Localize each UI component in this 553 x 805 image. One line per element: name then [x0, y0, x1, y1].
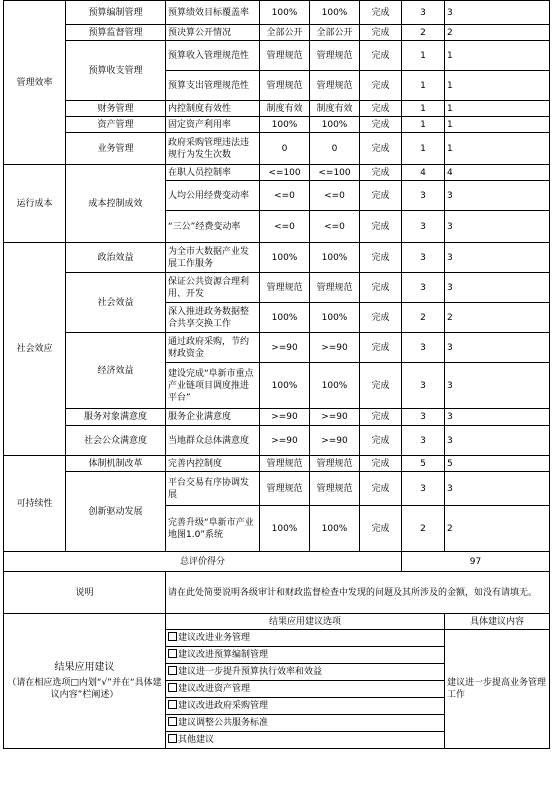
- target-value: 100%: [260, 303, 310, 333]
- option-label: 建议改进资产管理: [178, 684, 251, 694]
- indicator-l3: 服务企业满意度: [166, 409, 260, 426]
- indicator-l2: 政治效益: [66, 243, 166, 273]
- indicator-l3: 平台交易有序协调发展: [166, 472, 260, 506]
- score: 2: [445, 303, 550, 333]
- score: 2: [445, 506, 550, 552]
- table-row: [4, 243, 550, 273]
- table-row: [4, 133, 550, 165]
- weight: 1: [402, 71, 445, 101]
- weight: 5: [402, 456, 445, 472]
- weight: 1: [402, 101, 445, 117]
- weight: 3: [402, 333, 445, 363]
- table-row: [4, 426, 550, 456]
- indicator-l3: 预算收入管理规范性: [166, 41, 260, 71]
- status: 完成: [360, 472, 402, 506]
- actual-value: 管理规范: [310, 273, 360, 303]
- actual-value: 100%: [310, 303, 360, 333]
- score: 3: [445, 273, 550, 303]
- status: 完成: [360, 117, 402, 133]
- status: 完成: [360, 71, 402, 101]
- score: 1: [445, 41, 550, 71]
- evaluation-table: [3, 0, 550, 749]
- weight: 4: [402, 165, 445, 181]
- suggest-hint: （请在相应选项□内划“√”并在“具体建议内容”栏阐述）: [7, 677, 162, 700]
- indicator-l3: 人均公用经费变动率: [166, 181, 260, 211]
- total-row: [4, 552, 550, 572]
- indicator-l3: 完善升级“阜新市产业地图1.0”系统: [166, 506, 260, 552]
- score: 4: [445, 165, 550, 181]
- checkbox-icon[interactable]: [168, 734, 177, 743]
- actual-value: <=0: [310, 211, 360, 243]
- actual-value: 全部公开: [310, 25, 360, 41]
- indicator-l2: 资产管理: [66, 117, 166, 133]
- target-value: 100%: [260, 506, 310, 552]
- actual-value: <=100: [310, 165, 360, 181]
- actual-value: >=90: [310, 409, 360, 426]
- score: 5: [445, 456, 550, 472]
- options-header: 结果应用建议选项: [166, 614, 445, 630]
- indicator-l3: 预算支出管理规范性: [166, 71, 260, 101]
- indicator-l2: 社会效益: [66, 273, 166, 333]
- weight: 3: [402, 211, 445, 243]
- status: 完成: [360, 181, 402, 211]
- status: 完成: [360, 101, 402, 117]
- status: 完成: [360, 1, 402, 25]
- indicator-l2: 预算收支管理: [66, 41, 166, 101]
- indicator-l2: 预算监督管理: [66, 25, 166, 41]
- note-text: 请在此处简要说明各级审计和财政监督检查中发现的问题及其所涉及的金额，如没有请填无。: [166, 572, 550, 614]
- weight: 3: [402, 363, 445, 409]
- target-value: 100%: [260, 117, 310, 133]
- status: 完成: [360, 133, 402, 165]
- weight: 3: [402, 426, 445, 456]
- actual-value: 100%: [310, 243, 360, 273]
- status: 完成: [360, 25, 402, 41]
- suggest-option[interactable]: [166, 732, 445, 749]
- status: 完成: [360, 333, 402, 363]
- status: 完成: [360, 426, 402, 456]
- status: 完成: [360, 456, 402, 472]
- target-value: >=90: [260, 426, 310, 456]
- option-label: 建议调整公共服务标准: [178, 718, 269, 728]
- table-row: [4, 25, 550, 41]
- option-label: 建议进一步提升预算执行效率和效益: [178, 667, 323, 677]
- actual-value: >=90: [310, 333, 360, 363]
- indicator-l2: 预算编制管理: [66, 1, 166, 25]
- checkbox-icon[interactable]: [168, 700, 177, 709]
- target-value: 管理规范: [260, 456, 310, 472]
- actual-value: 管理规范: [310, 456, 360, 472]
- table-row: [4, 117, 550, 133]
- weight: 3: [402, 472, 445, 506]
- actual-value: 100%: [310, 117, 360, 133]
- target-value: <=0: [260, 211, 310, 243]
- weight: 2: [402, 25, 445, 41]
- checkbox-icon[interactable]: [168, 683, 177, 692]
- table-row: [4, 101, 550, 117]
- total-value: 97: [402, 552, 550, 572]
- actual-value: 管理规范: [310, 71, 360, 101]
- weight: 3: [402, 1, 445, 25]
- suggest-header-row: [4, 614, 550, 630]
- score: 1: [445, 101, 550, 117]
- target-value: <=100: [260, 165, 310, 181]
- actual-value: 100%: [310, 363, 360, 409]
- suggest-option[interactable]: [166, 698, 445, 715]
- weight: 2: [402, 303, 445, 333]
- target-value: 管理规范: [260, 273, 310, 303]
- indicator-l2: 成本控制成效: [66, 165, 166, 243]
- score: 3: [445, 333, 550, 363]
- score: 1: [445, 117, 550, 133]
- score: 3: [445, 211, 550, 243]
- score: 3: [445, 181, 550, 211]
- table-row: [4, 273, 550, 303]
- status: 完成: [360, 506, 402, 552]
- indicator-l3: 在职人员控制率: [166, 165, 260, 181]
- checkbox-icon[interactable]: [168, 666, 177, 675]
- target-value: >=90: [260, 333, 310, 363]
- indicator-l2: 服务对象满意度: [66, 409, 166, 426]
- score: 3: [445, 243, 550, 273]
- indicator-l2: 业务管理: [66, 133, 166, 165]
- actual-value: 制度有效: [310, 101, 360, 117]
- score: 3: [445, 1, 550, 25]
- table-row: [4, 456, 550, 472]
- weight: 3: [402, 409, 445, 426]
- note-row: [4, 572, 550, 614]
- suggest-label: [4, 614, 166, 749]
- actual-value: <=0: [310, 181, 360, 211]
- category-cell: 社会效应: [4, 243, 66, 456]
- status: 完成: [360, 303, 402, 333]
- target-value: 全部公开: [260, 25, 310, 41]
- status: 完成: [360, 363, 402, 409]
- score: 1: [445, 71, 550, 101]
- actual-value: 100%: [310, 1, 360, 25]
- score: 3: [445, 409, 550, 426]
- indicator-l2: 体制机制改革: [66, 456, 166, 472]
- category-cell: 可持续性: [4, 456, 66, 552]
- actual-value: >=90: [310, 426, 360, 456]
- indicator-l3: 当地群众总体满意度: [166, 426, 260, 456]
- weight: 3: [402, 181, 445, 211]
- status: 完成: [360, 273, 402, 303]
- checkbox-icon[interactable]: [168, 717, 177, 726]
- weight: 1: [402, 117, 445, 133]
- suggest-option[interactable]: [166, 664, 445, 681]
- suggest-option[interactable]: [166, 647, 445, 664]
- indicator-l3: 内控制度有效性: [166, 101, 260, 117]
- indicator-l2: 创新驱动发展: [66, 472, 166, 552]
- status: 完成: [360, 409, 402, 426]
- indicator-l3: 建设完成“阜新市重点产业链项目调度推进平台”: [166, 363, 260, 409]
- indicator-l3: 预决算公开情况: [166, 25, 260, 41]
- table-row: [4, 409, 550, 426]
- option-label: 建议改进政府采购管理: [178, 701, 269, 711]
- status: 完成: [360, 211, 402, 243]
- weight: 1: [402, 41, 445, 71]
- target-value: 管理规范: [260, 71, 310, 101]
- target-value: >=90: [260, 409, 310, 426]
- indicator-l3: 通过政府采购，节约财政资金: [166, 333, 260, 363]
- total-label: 总评价得分: [4, 552, 402, 572]
- note-label: 说明: [4, 572, 166, 614]
- target-value: 管理规范: [260, 41, 310, 71]
- suggest-option[interactable]: [166, 681, 445, 698]
- actual-value: 管理规范: [310, 472, 360, 506]
- table-row: [4, 333, 550, 363]
- status: 完成: [360, 243, 402, 273]
- suggest-title: 结果应用建议: [54, 661, 115, 673]
- indicator-l3: 为全市大数据产业发展工作服务: [166, 243, 260, 273]
- indicator-l3: 完善内控制度: [166, 456, 260, 472]
- table-row: [4, 1, 550, 25]
- suggest-option[interactable]: [166, 715, 445, 732]
- table-row: [4, 165, 550, 181]
- indicator-l3: 预算绩效目标覆盖率: [166, 1, 260, 25]
- target-value: 100%: [260, 243, 310, 273]
- target-value: 0: [260, 133, 310, 165]
- score: 1: [445, 133, 550, 165]
- indicator-l3: “三公”经费变动率: [166, 211, 260, 243]
- status: 完成: [360, 165, 402, 181]
- suggest-option[interactable]: [166, 630, 445, 647]
- weight: 3: [402, 273, 445, 303]
- table-row: [4, 472, 550, 506]
- table-row: [4, 41, 550, 71]
- indicator-l2: 财务管理: [66, 101, 166, 117]
- indicator-l3: 固定资产利用率: [166, 117, 260, 133]
- weight: 2: [402, 506, 445, 552]
- actual-value: 100%: [310, 506, 360, 552]
- target-value: 管理规范: [260, 472, 310, 506]
- target-value: 100%: [260, 363, 310, 409]
- option-label: 建议改进业务管理: [178, 633, 251, 643]
- weight: 1: [402, 133, 445, 165]
- suggest-content: 建议进一步提高业务管理工作: [445, 630, 550, 749]
- checkbox-icon[interactable]: [168, 632, 177, 641]
- score: 2: [445, 25, 550, 41]
- indicator-l3: 政府采购管理违法违规行为发生次数: [166, 133, 260, 165]
- target-value: <=0: [260, 181, 310, 211]
- indicator-l3: 保证公共资源合理利用、开发: [166, 273, 260, 303]
- option-label: 其他建议: [178, 735, 215, 745]
- status: 完成: [360, 41, 402, 71]
- weight: 3: [402, 243, 445, 273]
- actual-value: 管理规范: [310, 41, 360, 71]
- indicator-l2: 经济效益: [66, 333, 166, 409]
- score: 3: [445, 472, 550, 506]
- option-label: 建议改进预算编制管理: [178, 650, 269, 660]
- category-cell: 运行成本: [4, 165, 66, 243]
- score: 3: [445, 363, 550, 409]
- indicator-l2: 社会公众满意度: [66, 426, 166, 456]
- category-cell: 管理效率: [4, 1, 66, 165]
- score: 3: [445, 426, 550, 456]
- indicator-l3: 深入推进政务数据整合共享交换工作: [166, 303, 260, 333]
- actual-value: 0: [310, 133, 360, 165]
- content-header: 具体建议内容: [445, 614, 550, 630]
- checkbox-icon[interactable]: [168, 649, 177, 658]
- target-value: 100%: [260, 1, 310, 25]
- target-value: 制度有效: [260, 101, 310, 117]
